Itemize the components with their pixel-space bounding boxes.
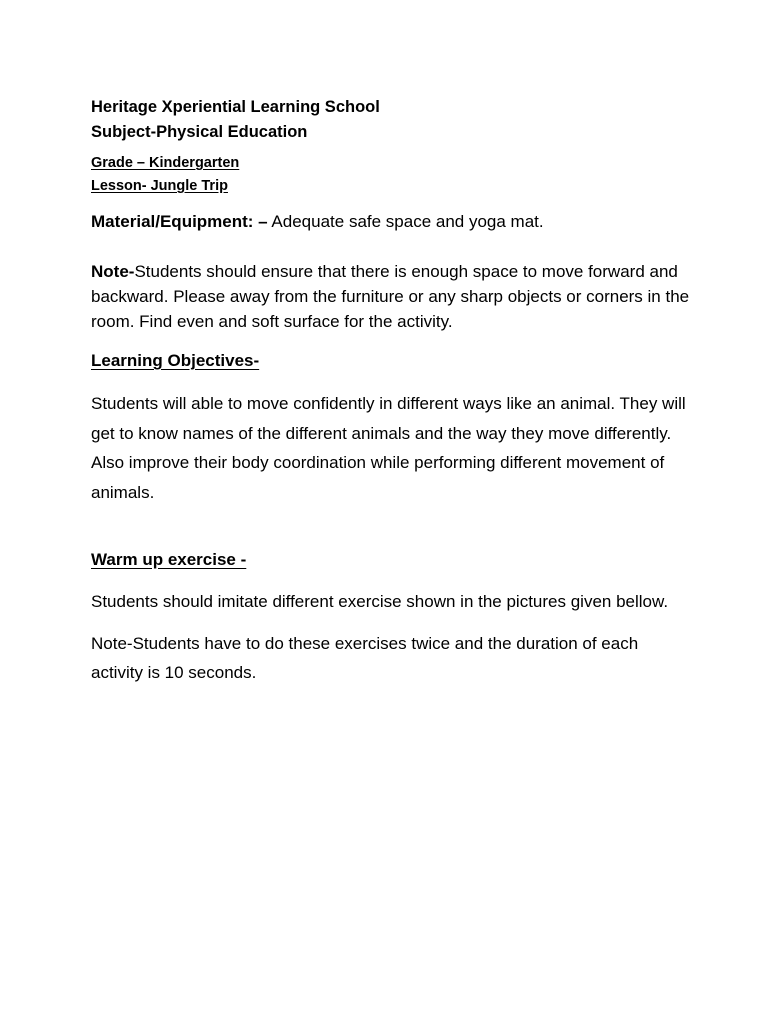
material-text: Adequate safe space and yoga mat. — [267, 212, 544, 231]
learning-objectives-heading: Learning Objectives- — [91, 351, 260, 370]
subject-line: Subject-Physical Education — [91, 123, 308, 141]
learning-objectives-text: Students will able to move confidently in different ways like an animal. They will get to know names of the different animals and the way they move differently. Also improve their body coordination while performing different movement of animals. — [91, 394, 686, 502]
material-label: Material/Equipment: – — [91, 212, 268, 231]
warm-up-note: Note-Students have to do these exercises twice and the duration of each activity is 10 seconds. — [91, 634, 639, 682]
note-label: Note- — [91, 262, 135, 281]
warm-up-heading: Warm up exercise - — [91, 550, 247, 569]
document-content — [91, 95, 691, 687]
lesson-meta — [91, 152, 691, 198]
grade-line: Grade – Kindergarten — [91, 155, 240, 171]
school-name: Heritage Xperiential Learning School — [91, 98, 380, 116]
material-paragraph — [91, 209, 691, 234]
note-text: Students should ensure that there is enough space to move forward and backward. Please away from the furniture or any sharp objects or corners in the room. Find even and soft surface for the activity. — [91, 262, 690, 331]
lesson-line: Lesson- Jungle Trip — [91, 178, 228, 194]
warm-up-instruction: Students should imitate different exercise shown in the pictures given bellow. — [91, 592, 669, 611]
note-paragraph — [91, 259, 691, 334]
